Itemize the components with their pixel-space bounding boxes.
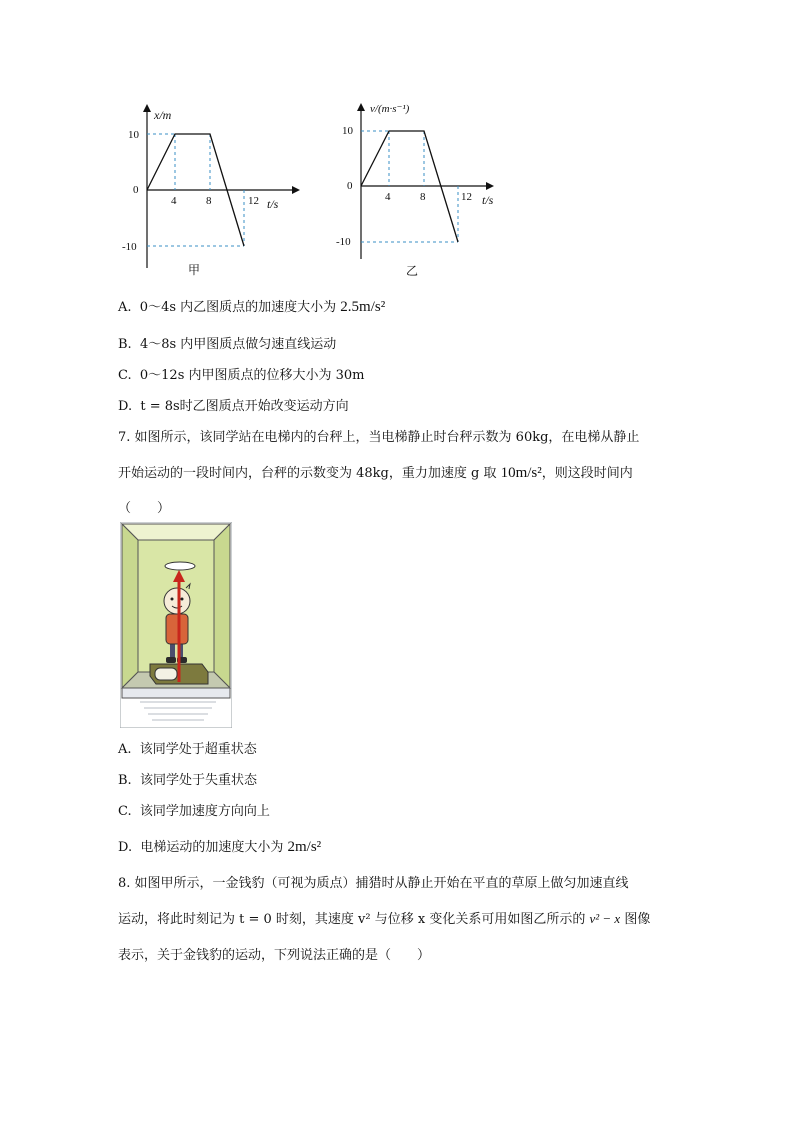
option-letter: A. [118, 742, 132, 757]
q7-option-b [118, 769, 257, 788]
option-letter: D. [118, 399, 133, 414]
option-text: 4～8s 内甲图质点做匀速直线运动 [139, 337, 337, 352]
q8-line-1: 8. 如图甲所示，一金钱豹（可视为质点）捕猎时从静止开始在平直的草原上做匀加速直线 [118, 876, 629, 891]
y-tick: -10 [122, 241, 137, 253]
q7-option-d [118, 836, 321, 856]
y-axis-label: v/(m·s⁻¹) [370, 103, 410, 115]
x-tick: 12 [461, 191, 472, 203]
option-value: 2.5m/s² [340, 299, 386, 315]
graph-yi [334, 97, 514, 280]
q8-line-2-text: 运动，将此时刻记为 t = 0 时刻，其速度 v² 与位移 x 变化关系可用如图乙所示的 [118, 912, 590, 927]
q7-line-2 [118, 462, 633, 482]
option-text: 电梯运动的加速度大小为 [140, 840, 288, 855]
graph-caption: 甲 [188, 263, 201, 277]
graph-jia [120, 100, 300, 280]
option-text: 该同学处于超重状态 [139, 742, 257, 757]
option-text: 0～12s 内甲图质点的位移大小为 30m [139, 368, 365, 383]
x-tick: 8 [420, 191, 426, 203]
y-tick: 0 [347, 180, 353, 192]
x-tick: 4 [385, 191, 391, 203]
y-axis-label: x/m [154, 108, 172, 122]
q7-line-1: 7. 如图所示，该同学站在电梯内的台秤上，当电梯静止时台秤示数为 60kg，在电梯从静止 [118, 430, 640, 445]
option-text: 该同学加速度方向向上 [139, 804, 270, 819]
option-letter: C. [118, 804, 132, 819]
q7-line-2-text: 开始运动的一段时间内，台秤的示数变为 48kg，重力加速度 g 取 [118, 466, 501, 481]
option-letter: A. [118, 300, 132, 315]
option-letter: B. [118, 773, 132, 788]
q7-option-c [118, 800, 270, 819]
q8-line-3: 表示，关于金钱豹的运动，下列说法正确的是（ ） [118, 948, 431, 963]
q6-option-b [118, 333, 336, 352]
option-text: 0～4s 内乙图质点的加速度大小为 [139, 300, 341, 315]
y-tick: 10 [128, 129, 139, 141]
x-tick: 8 [206, 195, 212, 207]
q8-line-2 [118, 908, 650, 927]
graph-caption: 乙 [406, 264, 419, 278]
y-tick: -10 [336, 236, 351, 248]
x-tick: 12 [248, 195, 259, 207]
option-value: 2m/s² [287, 839, 322, 855]
option-letter: B. [118, 337, 132, 352]
q8-line-2-tail: 图像 [620, 912, 651, 927]
elevator-illustration [120, 522, 232, 728]
q8-graph-type: v² − x [589, 911, 621, 926]
q7-line-2-tail: ，则这段时间内 [541, 466, 633, 481]
q7-gravity-value: 10m/s² [500, 465, 542, 481]
q6-option-d [118, 395, 349, 414]
option-text: 该同学处于失重状态 [139, 773, 257, 788]
q6-option-c [118, 364, 365, 383]
x-axis-label: t/s [267, 197, 279, 211]
q6-option-a [118, 296, 385, 316]
y-tick: 0 [133, 184, 139, 196]
q7-line-3: （ ） [118, 501, 171, 516]
option-text: t = 8s时乙图质点开始改变运动方向 [140, 399, 349, 414]
x-tick: 4 [171, 195, 177, 207]
y-tick: 10 [342, 125, 353, 137]
option-letter: D. [118, 840, 133, 855]
option-letter: C. [118, 368, 132, 383]
q7-option-a [118, 738, 257, 757]
x-axis-label: t/s [482, 193, 494, 207]
